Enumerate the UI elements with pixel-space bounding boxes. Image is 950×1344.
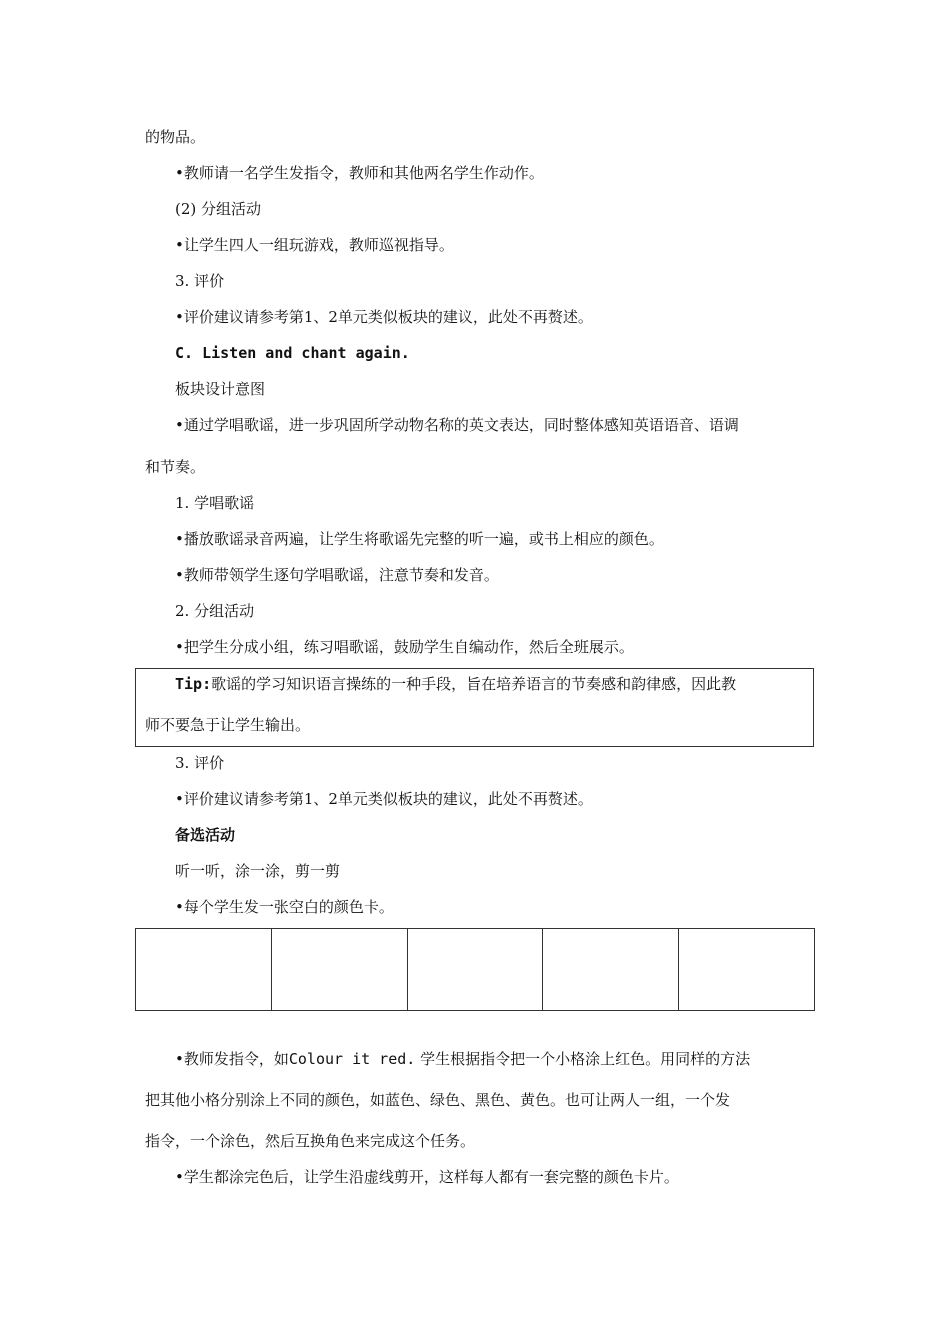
section-heading: 备选活动 <box>175 826 236 844</box>
bullet-line: •教师带领学生逐句学唱歌谣，注意节奏和发音。 <box>175 566 499 584</box>
bullet-line: •学生都涂完色后，让学生沿虚线剪开，这样每人都有一套完整的颜色卡片。 <box>175 1168 679 1186</box>
section-heading: C. Listen and chant again. <box>175 344 410 362</box>
tip-text: 歌谣的学习知识语言操练的一种手段，旨在培养语言的节奏感和韵律感，因此教 <box>211 675 737 693</box>
bullet-line: •评价建议请参考第1、2单元类似板块的建议，此处不再赘述。 <box>175 790 593 808</box>
bullet-line <box>175 1049 750 1069</box>
subheading: 1. 学唱歌谣 <box>175 494 255 512</box>
text-segment: •教师发指令，如 <box>175 1050 289 1068</box>
tip-line-1 <box>175 674 736 694</box>
text-line: 指令，一个涂色，然后互换角色来完成这个任务。 <box>145 1132 476 1150</box>
text-line: 把其他小格分别涂上不同的颜色，如蓝色、绿色、黑色、黄色。也可让两人一组，一个发 <box>145 1091 731 1109</box>
english-phrase: Colour it red. <box>288 1050 416 1068</box>
color-card-cell <box>543 929 679 1010</box>
subheading: 听一听，涂一涂，剪一剪 <box>175 862 341 880</box>
text-line: 和节奏。 <box>145 458 206 476</box>
subheading: 板块设计意图 <box>175 380 266 398</box>
bullet-line: •每个学生发一张空白的颜色卡。 <box>175 898 394 916</box>
text-segment: 学生根据指令把一个小格涂上红色。用同样的方法 <box>415 1050 751 1068</box>
tip-box <box>135 668 814 747</box>
color-card-cell <box>408 929 544 1010</box>
color-card-cell <box>679 929 814 1010</box>
color-card-cell <box>272 929 408 1010</box>
bullet-line: •通过学唱歌谣，进一步巩固所学动物名称的英文表达，同时整体感知英语语音、语调 <box>175 416 739 434</box>
bullet-line: •评价建议请参考第1、2单元类似板块的建议，此处不再赘述。 <box>175 308 593 326</box>
subheading: 2. 分组活动 <box>175 602 255 620</box>
subheading: 3. 评价 <box>175 272 225 290</box>
bullet-line: •把学生分成小组，练习唱歌谣，鼓励学生自编动作，然后全班展示。 <box>175 638 634 656</box>
bullet-line: •播放歌谣录音两遍，让学生将歌谣先完整的听一遍，或书上相应的颜色。 <box>175 530 664 548</box>
subheading: (2) 分组活动 <box>175 200 262 218</box>
subheading: 3. 评价 <box>175 754 225 772</box>
color-card-cell <box>136 929 272 1010</box>
bullet-line: •教师请一名学生发指令，教师和其他两名学生作动作。 <box>175 164 544 182</box>
color-card-grid <box>135 928 815 1011</box>
text-line: 的物品。 <box>145 128 206 146</box>
bullet-line: •让学生四人一组玩游戏，教师巡视指导。 <box>175 236 454 254</box>
tip-line-2: 师不要急于让学生输出。 <box>145 716 311 734</box>
tip-label: Tip: <box>175 675 212 693</box>
